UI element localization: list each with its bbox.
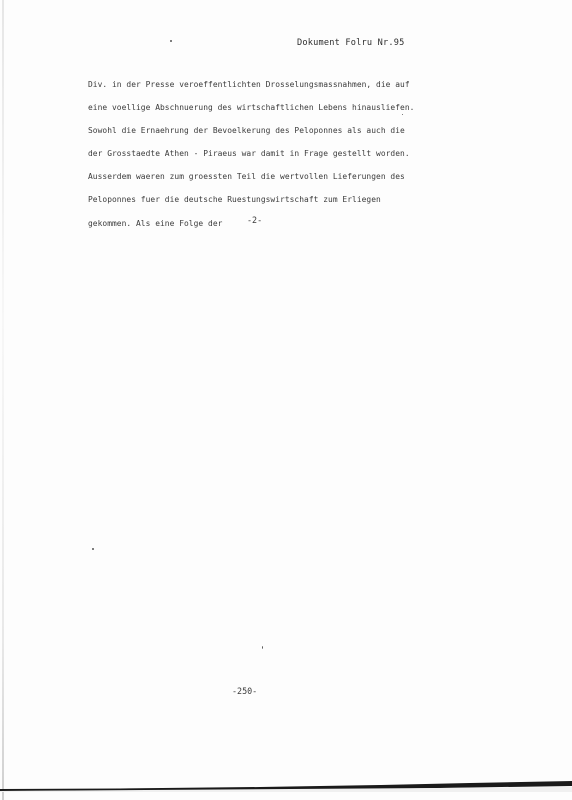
scan-speck [92, 548, 94, 550]
scan-speck [170, 40, 172, 42]
scan-speck [402, 114, 403, 115]
page-marker: -2- [247, 215, 263, 225]
body-line: Div. in der Presse veroeffentlichten Drosselungsmassnahmen, die auf [88, 80, 410, 89]
document-header: Dokument Folru Nr.95 [297, 38, 405, 48]
scan-bottom-edge [0, 778, 572, 792]
scan-edge-shadow [2, 0, 4, 800]
body-line: gekommen. Als eine Folge der [88, 218, 223, 228]
scan-speck [262, 646, 263, 649]
page-number: -250- [232, 686, 258, 696]
body-line: eine voellige Abschnuerung des wirtschaftlichen Lebens hinausliefen. [88, 103, 415, 113]
body-line: der Grosstaedte Athen - Piraeus war damit in Frage gestellt worden. [88, 149, 410, 159]
document-body [88, 73, 528, 235]
body-line: Sowohl die Ernaehrung der Bevoelkerung des Peloponnes als auch die [88, 126, 405, 136]
body-line: Peloponnes fuer die deutsche Ruestungswirtschaft zum Erliegen [88, 195, 381, 205]
body-line: Ausserdem waeren zum groessten Teil die wertvollen Lieferungen des [88, 172, 405, 182]
